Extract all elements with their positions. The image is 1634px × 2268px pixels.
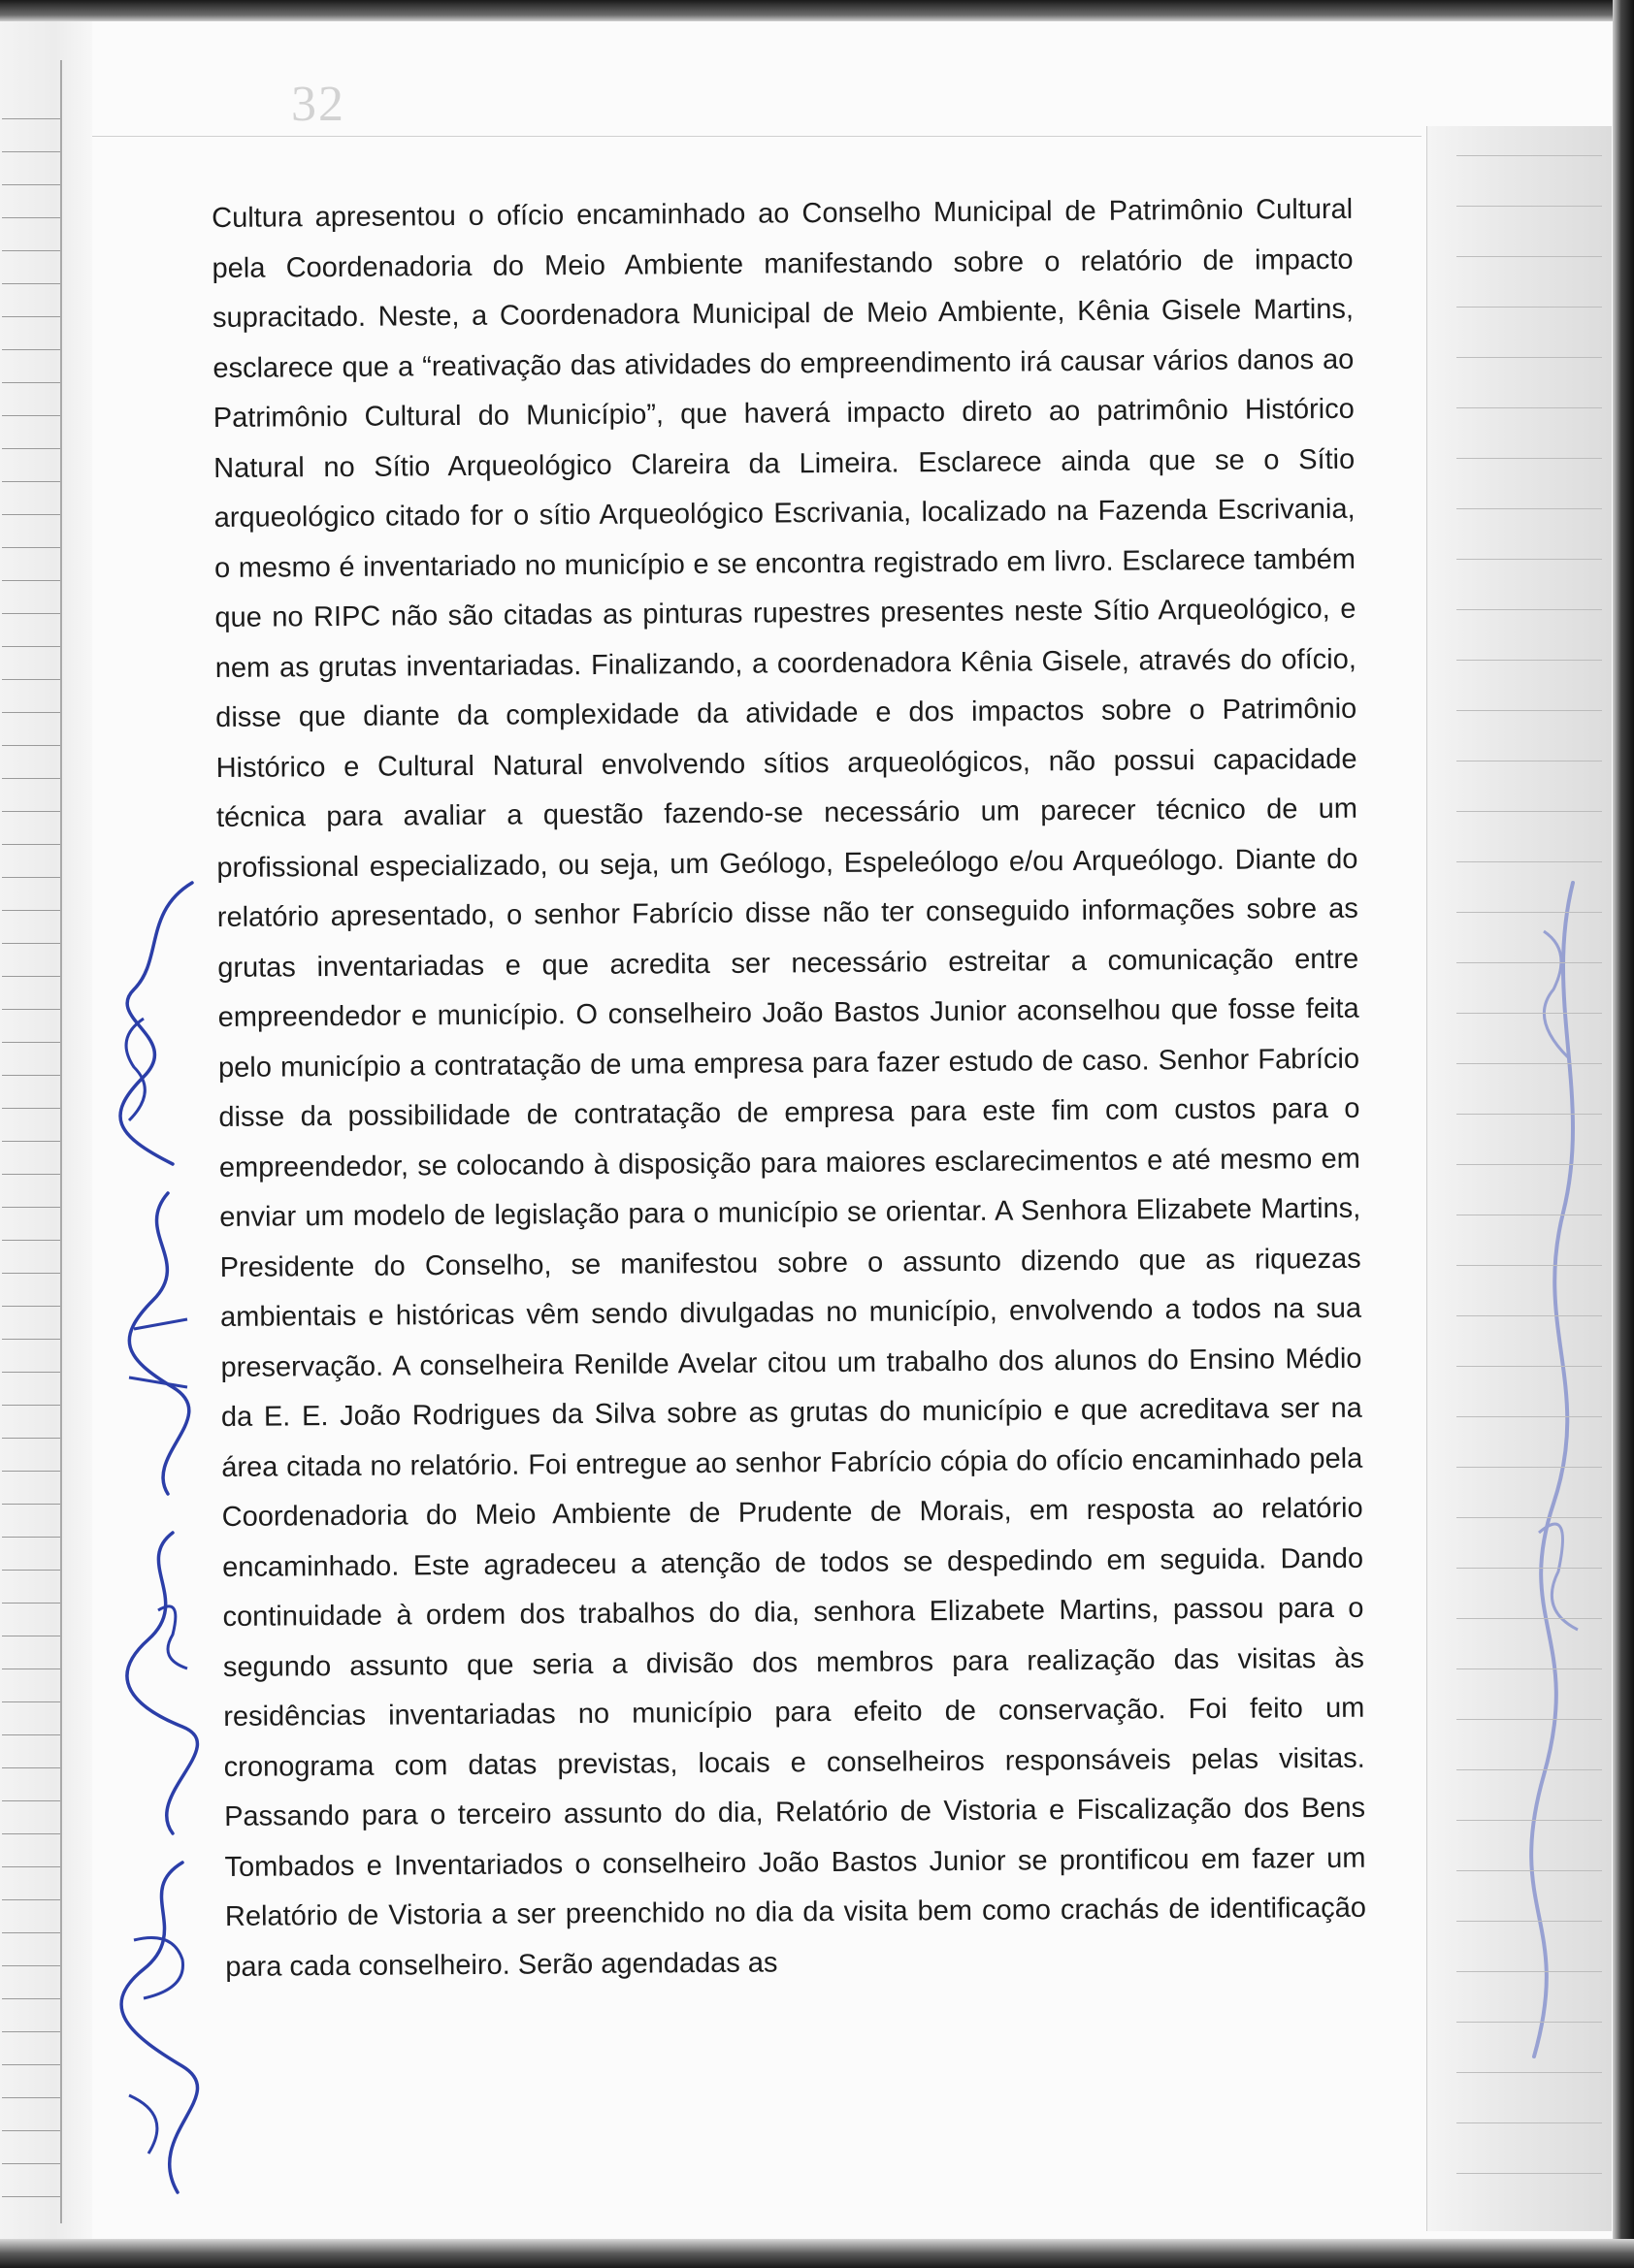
binding-tick — [2, 2163, 60, 2164]
bleed-through-line — [1456, 811, 1602, 812]
binding-tick — [2, 415, 60, 416]
binding-tick — [2, 1075, 60, 1076]
bleed-through-line — [1456, 357, 1602, 358]
binding-tick — [2, 316, 60, 317]
bleed-through-line — [1456, 2122, 1602, 2123]
binding-tick — [2, 382, 60, 383]
bleed-through-line — [1456, 1870, 1602, 1871]
binding-tick — [2, 1174, 60, 1175]
margin-signatures — [76, 873, 221, 2212]
binding-tick — [2, 1734, 60, 1735]
bleed-through-signature — [1427, 126, 1612, 2163]
binding-tick — [2, 2031, 60, 2032]
binding-tick — [2, 1438, 60, 1439]
binding-tick — [2, 910, 60, 911]
bleed-through-line — [1456, 307, 1602, 308]
bleed-through-line — [1456, 1568, 1602, 1569]
binding-tick — [2, 1009, 60, 1010]
binding-tick — [2, 349, 60, 350]
binding-tick — [2, 1537, 60, 1538]
bleed-through-line — [1456, 2173, 1602, 2174]
bleed-through-line — [1456, 1164, 1602, 1165]
binding-tick — [2, 1965, 60, 1966]
binding-tick — [2, 1471, 60, 1472]
binding-tick — [2, 514, 60, 515]
binding-tick — [2, 844, 60, 845]
page-top-rule — [92, 136, 1422, 137]
bleed-through-line — [1456, 1013, 1602, 1014]
binding-tick — [2, 646, 60, 647]
bleed-through-line — [1456, 1719, 1602, 1720]
binding-tick — [2, 1570, 60, 1571]
binding-tick — [2, 283, 60, 284]
bleed-through-line — [1456, 1467, 1602, 1468]
binding-rule — [60, 60, 62, 2223]
binding-tick — [2, 2097, 60, 2098]
binding-tick — [2, 184, 60, 185]
binding-tick — [2, 1240, 60, 1241]
binding-tick — [2, 1800, 60, 1801]
binding-tick — [2, 1701, 60, 1702]
binding-tick — [2, 877, 60, 878]
bleed-through-line — [1456, 609, 1602, 610]
binding-tick — [2, 1998, 60, 1999]
binding-tick — [2, 250, 60, 251]
bleed-through-line — [1456, 559, 1602, 560]
bleed-through-line — [1456, 660, 1602, 661]
binding-tick — [2, 1866, 60, 1867]
binding-tick — [2, 1042, 60, 1043]
bleed-through-line — [1456, 458, 1602, 459]
binding-tick — [2, 1899, 60, 1900]
bleed-through-line — [1456, 861, 1602, 862]
bleed-through-line — [1456, 1366, 1602, 1367]
bleed-through-line — [1456, 1265, 1602, 1266]
bleed-through-line — [1456, 1618, 1602, 1619]
bleed-through-line — [1456, 1820, 1602, 1821]
binding-tick — [2, 2064, 60, 2065]
bleed-through-line — [1456, 912, 1602, 913]
binding-tick — [2, 1405, 60, 1406]
binding-tick — [2, 118, 60, 119]
binding-tick — [2, 1833, 60, 1834]
bleed-through-line — [1456, 407, 1602, 408]
scanner-edge-right — [1613, 0, 1634, 2268]
bleed-through-line — [1456, 2022, 1602, 2023]
binding-tick — [2, 1306, 60, 1307]
binding-tick — [2, 811, 60, 812]
binding-tick — [2, 679, 60, 680]
binding-tick — [2, 1504, 60, 1505]
bleed-through-page — [1426, 126, 1612, 2231]
bleed-through-line — [1456, 1971, 1602, 1972]
bleed-through-line — [1456, 2072, 1602, 2073]
bleed-through-line — [1456, 1315, 1602, 1316]
binding-tick — [2, 1767, 60, 1768]
bleed-through-line — [1456, 206, 1602, 207]
binding-tick — [2, 745, 60, 746]
bleed-through-line — [1456, 710, 1602, 711]
bleed-through-line — [1456, 155, 1602, 156]
bleed-through-line — [1456, 508, 1602, 509]
binding-tick — [2, 2130, 60, 2131]
bleed-through-line — [1456, 962, 1602, 963]
page-number: 32 — [291, 77, 345, 132]
binding-tick — [2, 2196, 60, 2197]
binding-tick — [2, 151, 60, 152]
document-body-text: Cultura apresentou o ofício encaminhado ao Conselho Municipal de Patrimônio Cultural pela Coordenadoria do Meio Ambiente manifestando sobre o relatório de impacto supracitado. Neste, a Coordenadora Municipal de Meio Ambiente, Kênia Gisele Martins, esclarece que a “reativação das atividades do empreendimento irá causar vários danos ao Patrimônio Cultural do Município”, que haverá impacto direto ao patrimônio Histórico Natural no Sítio Arqueológico Clareira da Limeira. Esclarece ainda que se o Sítio arqueológico citado for o sítio Arqueológico Escrivania, localizado na Fazenda Escrivania, o mesmo é inventariado no município e se encontra registrado em livro. Esclarece também que no RIPC não são citadas as pinturas rupestres presentes neste Sítio Arqueológico, e nem as grutas inventariadas. Finalizando, a coordenadora Kênia Gisele, através do ofício, disse que diante da complexidade da atividade e dos impactos sobre o Patrimônio Histórico e Cultural Natural envolvendo sítios arqueológicos, não possui capacidade técnica para avaliar a questão fazendo-se necessário um parecer técnico de um profissional especializado, ou seja, um Geólogo, Espeleólogo e/ou Arqueólogo. Diante do relatório apresentado, o senhor Fabrício disse não ter conseguido informações sobre as grutas inventariadas e que acredita ser necessário estreitar a comunicação entre empreendedor e município. O conselheiro João Bastos Junior aconselhou que fosse feita pelo município a contratação de uma empresa para fazer estudo de caso. Senhor Fabrício disse da possibilidade de contratação de empresa para este fim com custos para o empreendedor, se colocando à disposição para maiores esclarecimentos e até mesmo em enviar um modelo de legislação para o município se orientar. A Senhora Elizabete Martins, Presidente do Conselho, se manifestou sobre o assunto dizendo que as riquezas ambientais e históricas vêm sendo divulgadas no município, envolvendo a todos na sua preservação. A conselheira Renilde Avelar citou um trabalho dos alunos do Ensino Médio da E. E. João Rodrigues da Silva sobre as grutas do município e que acreditava ser na área citada no relatório. Foi entregue ao senhor Fabrício cópia do ofício encaminhado pela Coordenadoria do Meio Ambiente de Prudente de Morais, em resposta ao relatório encaminhado. Este agradeceu a atenção de todos se despedindo em seguida. Dando continuidade à ordem dos trabalhos do dia, senhora Elizabete Martins, passou para o segundo assunto que seria a divisão dos membros para realização das visitas às residências inventariadas no município para efeito de conservação. Foi feito um cronograma com datas previstas, locais e conselheiros responsáveis pelas visitas. Passando para o terceiro assunto do dia, Relatório de Vistoria e Fiscalização dos Bens Tombados e Inventariados o conselheiro João Bastos Junior se prontificou em fazer um Relatório de Vistoria a ser preenchido no dia da visita bem como crachás de identificação para cada conselheiro. Serão agendadas as — [212, 193, 1367, 1983]
bleed-through-line — [1456, 1921, 1602, 1922]
binding-tick — [2, 1207, 60, 1208]
scanner-edge-top — [0, 0, 1634, 21]
binding-tick — [2, 613, 60, 614]
binding-tick — [2, 580, 60, 581]
binding-tick — [2, 217, 60, 218]
binding-tick — [2, 1108, 60, 1109]
binding-tick — [2, 778, 60, 779]
binding-tick — [2, 481, 60, 482]
binding-tick — [2, 547, 60, 548]
binding-tick — [2, 1141, 60, 1142]
binding-tick — [2, 1932, 60, 1933]
bleed-through-line — [1456, 1416, 1602, 1417]
bleed-through-line — [1456, 256, 1602, 257]
bleed-through-line — [1456, 1063, 1602, 1064]
bleed-through-line — [1456, 1517, 1602, 1518]
binding-tick — [2, 448, 60, 449]
binding-tick — [2, 943, 60, 944]
binding-tick — [2, 1603, 60, 1604]
scanner-edge-bottom — [0, 2239, 1634, 2268]
bleed-through-line — [1456, 1114, 1602, 1115]
binding-tick — [2, 976, 60, 977]
binding-tick — [2, 712, 60, 713]
left-binding — [0, 21, 92, 2239]
bleed-through-line — [1456, 1769, 1602, 1770]
binding-tick — [2, 1372, 60, 1373]
binding-tick — [2, 1339, 60, 1340]
binding-tick — [2, 1273, 60, 1274]
